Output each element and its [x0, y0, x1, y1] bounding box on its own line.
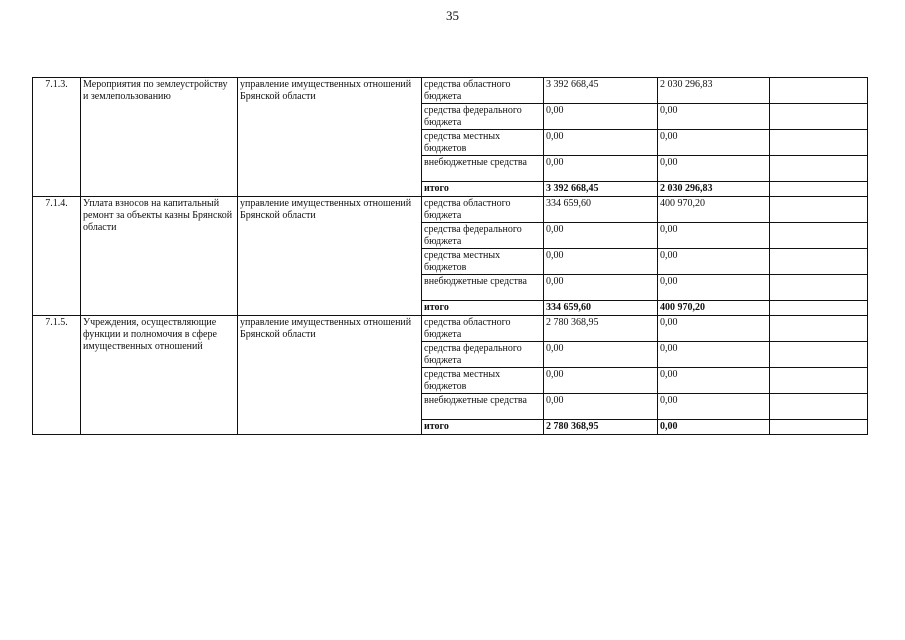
- table-row: [33, 316, 868, 342]
- value-year-1: 0,00: [544, 223, 658, 249]
- funding-source: средства областного бюджета: [422, 78, 544, 104]
- section-number: 7.1.4.: [33, 197, 81, 316]
- funding-source: внебюджетные средства: [422, 275, 544, 301]
- value-year-1: 3 392 668,45: [544, 78, 658, 104]
- value-year-2: 400 970,20: [658, 197, 770, 223]
- empty-cell: [770, 156, 868, 182]
- empty-cell: [770, 78, 868, 104]
- value-year-1: 0,00: [544, 249, 658, 275]
- value-year-1: 2 780 368,95: [544, 316, 658, 342]
- total-year-1: 334 659,60: [544, 301, 658, 316]
- empty-cell: [770, 342, 868, 368]
- value-year-2: 0,00: [658, 156, 770, 182]
- total-label: итого: [422, 182, 544, 197]
- total-year-2: 0,00: [658, 420, 770, 435]
- funding-source: средства областного бюджета: [422, 197, 544, 223]
- value-year-2: 0,00: [658, 342, 770, 368]
- value-year-1: 0,00: [544, 156, 658, 182]
- total-year-1: 3 392 668,45: [544, 182, 658, 197]
- empty-cell: [770, 104, 868, 130]
- empty-cell: [770, 130, 868, 156]
- total-year-2: 400 970,20: [658, 301, 770, 316]
- empty-cell: [770, 368, 868, 394]
- value-year-1: 0,00: [544, 104, 658, 130]
- value-year-2: 0,00: [658, 316, 770, 342]
- total-year-1: 2 780 368,95: [544, 420, 658, 435]
- funding-source: средства местных бюджетов: [422, 130, 544, 156]
- empty-cell: [770, 249, 868, 275]
- funding-source: внебюджетные средства: [422, 156, 544, 182]
- value-year-2: 0,00: [658, 223, 770, 249]
- section-number: 7.1.3.: [33, 78, 81, 197]
- funding-source: средства федерального бюджета: [422, 223, 544, 249]
- section-name: Мероприятия по землеустройству и землепользованию: [81, 78, 238, 197]
- value-year-1: 0,00: [544, 394, 658, 420]
- page-number: 35: [446, 8, 459, 23]
- empty-cell: [770, 223, 868, 249]
- section-name: Учреждения, осуществляющие функции и полномочия в сфере имущественных отношений: [81, 316, 238, 435]
- total-label: итого: [422, 420, 544, 435]
- empty-cell: [770, 182, 868, 197]
- value-year-2: 2 030 296,83: [658, 78, 770, 104]
- empty-cell: [770, 275, 868, 301]
- value-year-1: 0,00: [544, 275, 658, 301]
- value-year-2: 0,00: [658, 394, 770, 420]
- value-year-2: 0,00: [658, 368, 770, 394]
- empty-cell: [770, 420, 868, 435]
- total-label: итого: [422, 301, 544, 316]
- section-number: 7.1.5.: [33, 316, 81, 435]
- value-year-2: 0,00: [658, 104, 770, 130]
- total-year-2: 2 030 296,83: [658, 182, 770, 197]
- value-year-2: 0,00: [658, 275, 770, 301]
- value-year-1: 334 659,60: [544, 197, 658, 223]
- funding-source: средства областного бюджета: [422, 316, 544, 342]
- funding-source: средства местных бюджетов: [422, 249, 544, 275]
- value-year-2: 0,00: [658, 249, 770, 275]
- value-year-1: 0,00: [544, 130, 658, 156]
- empty-cell: [770, 197, 868, 223]
- budget-table: [32, 77, 868, 435]
- value-year-2: 0,00: [658, 130, 770, 156]
- empty-cell: [770, 394, 868, 420]
- section-name: Уплата взносов на капитальный ремонт за объекты казны Брянской области: [81, 197, 238, 316]
- funding-source: внебюджетные средства: [422, 394, 544, 420]
- value-year-1: 0,00: [544, 342, 658, 368]
- empty-cell: [770, 301, 868, 316]
- table-row: [33, 197, 868, 223]
- section-executor: управление имущественных отношений Брянской области: [238, 197, 422, 316]
- value-year-1: 0,00: [544, 368, 658, 394]
- table-row: [33, 78, 868, 104]
- funding-source: средства федерального бюджета: [422, 342, 544, 368]
- section-executor: управление имущественных отношений Брянской области: [238, 78, 422, 197]
- funding-source: средства местных бюджетов: [422, 368, 544, 394]
- funding-source: средства федерального бюджета: [422, 104, 544, 130]
- section-executor: управление имущественных отношений Брянской области: [238, 316, 422, 435]
- empty-cell: [770, 316, 868, 342]
